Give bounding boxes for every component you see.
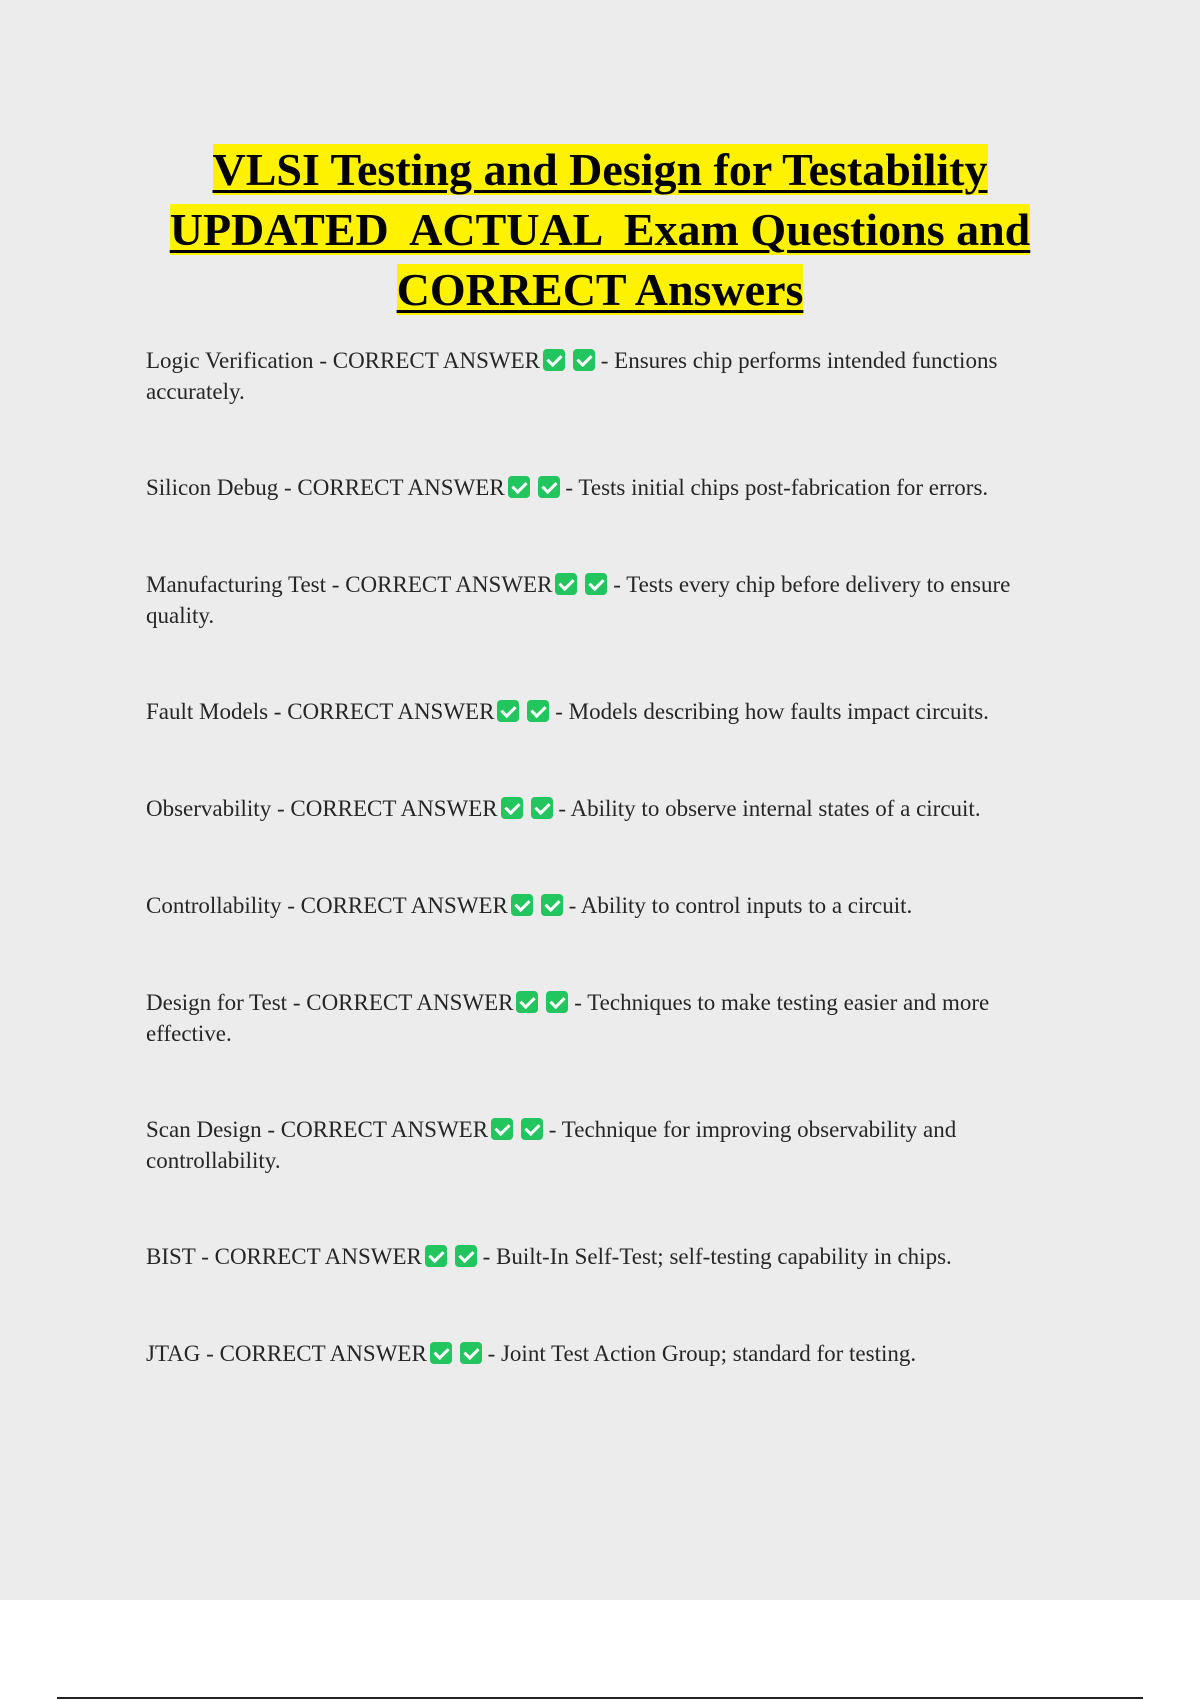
qa-answer: Ability to control inputs to a circuit. <box>580 893 913 918</box>
answer-marker: CORRECT ANSWER <box>332 348 540 373</box>
qa-item <box>146 1114 1076 1241</box>
check-mark-icon <box>455 1245 477 1267</box>
qa-term: Manufacturing Test <box>146 572 327 597</box>
check-mark-icon <box>585 573 607 595</box>
separator: - <box>271 796 291 821</box>
qa-item <box>146 890 1076 987</box>
answer-marker: CORRECT ANSWER <box>345 572 553 597</box>
separator: - <box>326 572 346 597</box>
answer-marker: CORRECT ANSWER <box>280 1117 489 1142</box>
qa-answer: Tests every chip before delivery to ensure quality. <box>146 572 1011 628</box>
check-mark-icon <box>430 1342 452 1364</box>
check-mark-icon <box>508 476 530 498</box>
separator: - <box>481 1341 501 1366</box>
separator: - <box>594 348 615 373</box>
qa-answer: Built-In Self-Test; self-testing capability in chips. <box>496 1244 952 1269</box>
qa-term: Controllability <box>146 893 282 918</box>
qa-answer: Ability to observe internal states of a circuit. <box>570 796 981 821</box>
qa-term: Scan Design <box>146 1117 262 1142</box>
separator: - <box>552 796 571 821</box>
separator: - <box>559 475 579 500</box>
qa-term: Silicon Debug <box>146 475 279 500</box>
separator: - <box>200 1341 220 1366</box>
qa-item <box>146 1241 1076 1338</box>
check-mark-icon <box>521 1118 543 1140</box>
separator: - <box>562 893 581 918</box>
qa-answer: Technique for improving observability and controllability. <box>146 1117 957 1173</box>
footer-divider <box>57 1697 1143 1699</box>
separator: - <box>568 990 588 1015</box>
check-mark-icon <box>555 573 577 595</box>
qa-item <box>146 987 1076 1114</box>
qa-item <box>146 569 1076 696</box>
title-line: CORRECT Answers <box>396 264 804 315</box>
answer-marker: CORRECT ANSWER <box>306 990 514 1015</box>
separator: - <box>278 475 298 500</box>
separator: - <box>261 1117 281 1142</box>
separator: - <box>607 572 627 597</box>
separator: - <box>313 348 333 373</box>
answer-marker: CORRECT ANSWER <box>287 699 495 724</box>
check-mark-icon <box>541 894 563 916</box>
qa-item <box>146 1338 1076 1435</box>
answer-marker: CORRECT ANSWER <box>300 893 508 918</box>
qa-answer: Techniques to make testing easier and more effective. <box>146 990 990 1046</box>
question-answer-list <box>146 345 1076 1435</box>
separator: - <box>543 1117 562 1142</box>
check-mark-icon <box>538 476 560 498</box>
qa-item <box>146 345 1076 472</box>
check-mark-icon <box>546 991 568 1013</box>
qa-term: Observability <box>146 796 272 821</box>
qa-term: BIST <box>146 1244 196 1269</box>
check-mark-icon <box>531 797 553 819</box>
document-title <box>60 140 1140 320</box>
separator: - <box>287 990 307 1015</box>
separator: - <box>549 699 569 724</box>
qa-term: Design for Test <box>146 990 288 1015</box>
qa-item <box>146 793 1076 890</box>
check-mark-icon <box>511 894 533 916</box>
qa-answer: Tests initial chips post-fabrication for errors. <box>578 475 989 500</box>
answer-marker: CORRECT ANSWER <box>290 796 498 821</box>
qa-term: Fault Models <box>146 699 269 724</box>
qa-item <box>146 472 1076 569</box>
separator: - <box>268 699 288 724</box>
qa-answer: Models describing how faults impact circuits. <box>568 699 989 724</box>
answer-marker: CORRECT ANSWER <box>214 1244 422 1269</box>
check-mark-icon <box>527 700 549 722</box>
title-line: UPDATED ACTUAL Exam Questions and <box>169 204 1031 255</box>
answer-marker: CORRECT ANSWER <box>297 475 505 500</box>
check-mark-icon <box>425 1245 447 1267</box>
check-mark-icon <box>497 700 519 722</box>
separator: - <box>476 1244 497 1269</box>
title-line: VLSI Testing and Design for Testability <box>212 144 988 195</box>
check-mark-icon <box>516 991 538 1013</box>
separator: - <box>281 893 301 918</box>
check-mark-icon <box>573 349 595 371</box>
qa-item <box>146 696 1076 793</box>
qa-term: JTAG <box>146 1341 201 1366</box>
answer-marker: CORRECT ANSWER <box>219 1341 427 1366</box>
qa-term: Logic Verification <box>146 348 314 373</box>
check-mark-icon <box>543 349 565 371</box>
qa-answer: Joint Test Action Group; standard for testing. <box>500 1341 917 1366</box>
check-mark-icon <box>491 1118 513 1140</box>
check-mark-icon <box>460 1342 482 1364</box>
check-mark-icon <box>501 797 523 819</box>
qa-answer: Ensures chip performs intended functions accurately. <box>146 348 998 404</box>
separator: - <box>195 1244 215 1269</box>
